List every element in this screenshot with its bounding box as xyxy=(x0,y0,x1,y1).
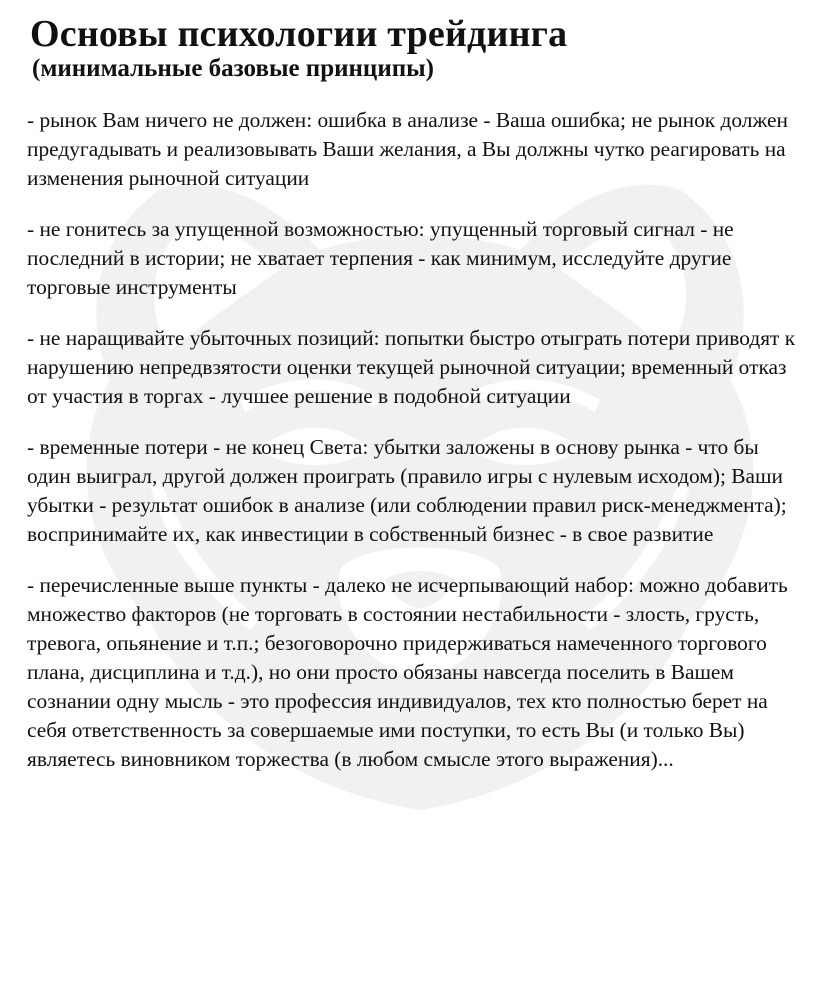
principle-item-3: - не наращивайте убыточных позиций: попытки быстро отыграть потери приводят к нарушению непредвзятости оценки текущей рыночной ситуации; временный отказ от участия в торгах - лучшее решение в подобной ситуации xyxy=(27,326,796,408)
principle-item-1: - рынок Вам ничего не должен: ошибка в анализе - Ваша ошибка; не рынок должен предугадывать и реализовывать Ваши желания, а Вы должны чутко реагировать на изменения рыночной ситуации xyxy=(27,108,788,190)
page-subtitle: (минимальные базовые принципы) xyxy=(32,55,434,82)
principle-item-5: - перечисленные выше пункты - далеко не исчерпывающий набор: можно добавить множество факторов (не торговать в состоянии нестабильности - злость, грусть, тревога, опьянение и т.п.; безоговорочно придерживаться намеченного торгового плана, дисциплина и т.д.), но они просто обязаны навсегда поселить в Вашем сознании одну мысль - это профессия индивидуалов, тех кто полностью берет на себя ответственность за совершаемые ими поступки, то есть Вы (и только Вы) являетесь виновником торжества (в любом смысле этого выражения)... xyxy=(27,573,788,771)
principle-item-4: - временные потери - не конец Света: убытки заложены в основу рынка - что бы один выиграл, другой должен проиграть (правило игры с нулевым исходом); Ваши убытки - результат ошибок в анализе (или соблюдении правил риск-менеджмента); воспринимайте их, как инвестиции в собственный бизнес - в свое развитие xyxy=(27,435,787,546)
principles-list xyxy=(27,106,807,774)
principle-item-2: - не гонитесь за упущенной возможностью: упущенный торговый сигнал - не последний в истории; не хватает терпения - как минимум, исследуйте другие торговые инструменты xyxy=(27,217,734,299)
page-title: Основы психологии трейдинга xyxy=(30,13,568,55)
